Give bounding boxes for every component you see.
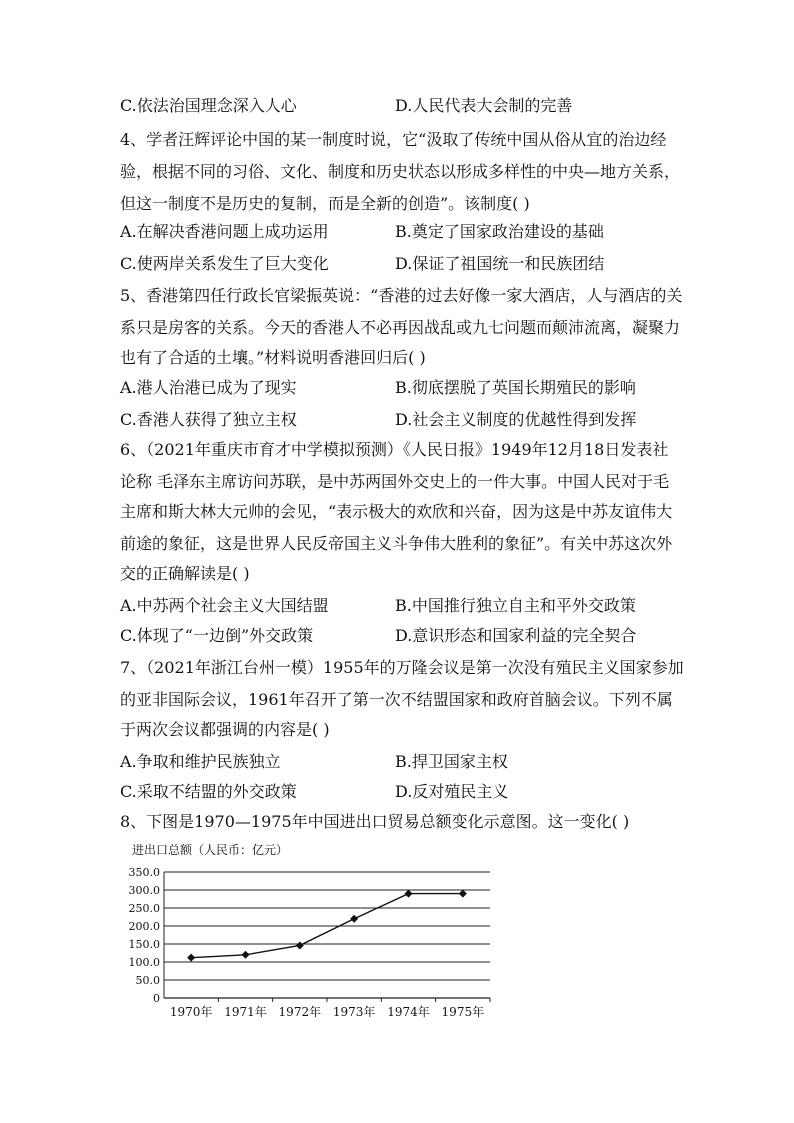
answer-option: B.捍卫国家主权 bbox=[395, 752, 508, 771]
chart-grid bbox=[164, 872, 490, 998]
question-line: 论称 毛泽东主席访问苏联，是中苏两国外交史上的一件大事。中国人民对于毛 bbox=[120, 472, 670, 491]
chart-y-ticks bbox=[129, 866, 161, 1005]
y-tick-label: 250.0 bbox=[128, 902, 160, 915]
data-point-diamond bbox=[187, 954, 195, 962]
x-tick-label: 1971年 bbox=[224, 1005, 267, 1019]
answer-option: A.港人治港已成为了现实 bbox=[120, 378, 297, 397]
data-point-diamond bbox=[242, 951, 250, 959]
trade-total-line-chart bbox=[120, 840, 500, 1030]
question-line: 前途的象征，这是世界人民反帝国主义斗争伟大胜利的象征”。有关中苏这次外 bbox=[120, 534, 673, 553]
data-point-diamond bbox=[350, 915, 358, 923]
question-line: 主席和斯大林大元帅的会见，“表示极大的欢欣和兴奋，因为这是中苏友谊伟大 bbox=[120, 502, 673, 521]
y-tick-label: 0 bbox=[153, 992, 160, 1005]
question-line: 8、下图是1970—1975年中国进出口贸易总额变化示意图。这一变化( ) bbox=[120, 812, 630, 831]
answer-option: C.香港人获得了独立主权 bbox=[120, 410, 297, 429]
answer-option: D.保证了祖国统一和民族团结 bbox=[395, 254, 605, 273]
question-line: 7、（2021年浙江台州一模）1955年的万隆会议是第一次没有殖民主义国家参加 bbox=[120, 658, 684, 677]
y-tick-label: 50.0 bbox=[135, 974, 160, 987]
data-point-diamond bbox=[459, 890, 467, 898]
x-tick-label: 1973年 bbox=[332, 1005, 376, 1019]
answer-option: D.社会主义制度的优越性得到发挥 bbox=[395, 410, 637, 429]
y-tick-label: 150.0 bbox=[128, 938, 160, 951]
answer-option: D.人民代表大会制的完善 bbox=[395, 96, 573, 115]
answer-option: C.采取不结盟的外交政策 bbox=[120, 782, 297, 801]
question-line: 5、香港第四任行政长官梁振英说：“香港的过去好像一家大酒店，人与酒店的关 bbox=[120, 286, 683, 305]
answer-option: A.在解决香港问题上成功运用 bbox=[120, 222, 329, 241]
question-line: 交的正确解读是( ) bbox=[120, 564, 250, 583]
answer-option: B.彻底摆脱了英国长期殖民的影响 bbox=[395, 378, 636, 397]
x-tick-label: 1974年 bbox=[387, 1005, 430, 1019]
question-line: 6、（2021年重庆市育才中学模拟预测）《人民日报》1949年12月18日发表社 bbox=[120, 440, 669, 459]
y-tick-label: 200.0 bbox=[128, 920, 160, 933]
data-point-diamond bbox=[296, 941, 304, 949]
y-tick-label: 350.0 bbox=[128, 866, 160, 879]
answer-option: C.体现了“一边倒”外交政策 bbox=[120, 626, 314, 645]
x-tick-label: 1975年 bbox=[441, 1005, 485, 1019]
y-tick-label: 100.0 bbox=[128, 956, 160, 969]
y-tick-label: 300.0 bbox=[128, 884, 160, 897]
question-line: 但这一制度不是历史的复制，而是全新的创造”。该制度( ) bbox=[120, 194, 530, 213]
chart-y-axis-label: 进出口总额（人民币：亿元） bbox=[132, 843, 289, 857]
question-line: 验，根据不同的习俗、文化、制度和历史状态以形成多样性的中央—地方关系， bbox=[120, 162, 681, 181]
answer-option: C.依法治国理念深入人心 bbox=[120, 96, 297, 115]
x-tick-label: 1972年 bbox=[278, 1005, 322, 1019]
question-line: 于两次会议都强调的内容是( ) bbox=[120, 720, 330, 739]
answer-option: C.使两岸关系发生了巨大变化 bbox=[120, 254, 329, 273]
answer-option: B.中国推行独立自主和平外交政策 bbox=[395, 596, 636, 615]
question-line: 也有了合适的土壤。”材料说明香港回归后( ) bbox=[120, 348, 426, 367]
question-line: 4、学者汪辉评论中国的某一制度时说，它“汲取了传统中国从俗从宜的治边经 bbox=[120, 130, 667, 149]
answer-option: A.中苏两个社会主义大国结盟 bbox=[120, 596, 329, 615]
chart-x-ticks bbox=[170, 998, 490, 1019]
answer-option: B.奠定了国家政治建设的基础 bbox=[395, 222, 604, 241]
question-line: 系只是房客的关系。今天的香港人不必再因战乱或九七问题而颠沛流离，凝聚力 bbox=[120, 318, 681, 337]
answer-option: A.争取和维护民族独立 bbox=[120, 752, 281, 771]
data-point-diamond bbox=[405, 890, 413, 898]
question-line: 的亚非国际会议，1961年召开了第一次不结盟国家和政府首脑会议。下列不属 bbox=[120, 690, 673, 709]
x-tick-label: 1970年 bbox=[169, 1005, 213, 1019]
answer-option: D.意识形态和国家利益的完全契合 bbox=[395, 626, 637, 645]
answer-option: D.反对殖民主义 bbox=[395, 782, 509, 801]
